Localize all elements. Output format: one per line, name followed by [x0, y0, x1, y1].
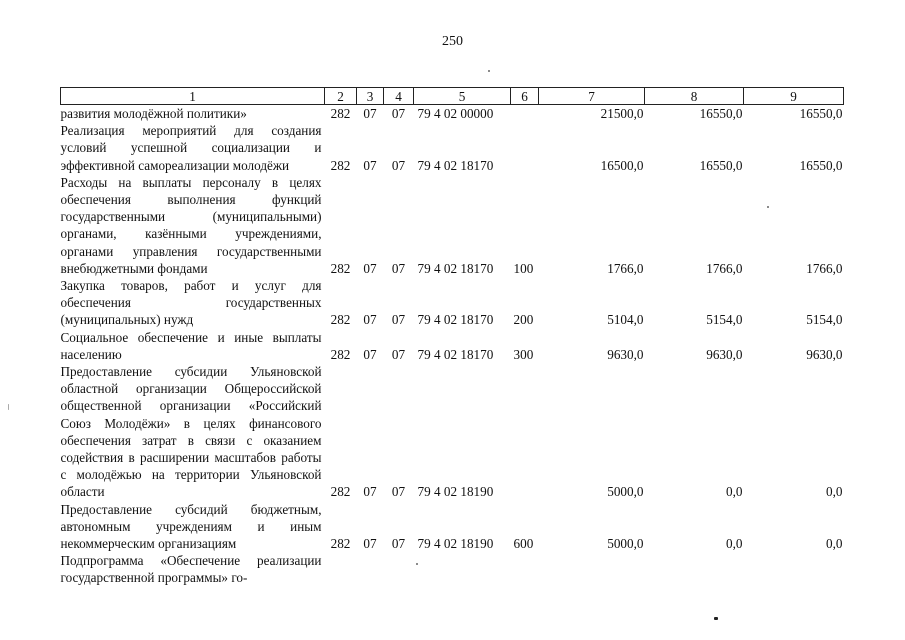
- cell-grbs: 282: [330, 346, 351, 362]
- table-row: [61, 501, 844, 553]
- scan-speck: [8, 404, 9, 410]
- column-header: 5: [414, 88, 511, 105]
- cell-v9: [744, 552, 844, 586]
- cell-vr: [511, 552, 539, 586]
- cell-grbs: 282: [330, 484, 351, 500]
- table-row: [61, 329, 844, 363]
- cell-rz: [357, 552, 384, 586]
- cell-csr: [414, 552, 511, 586]
- table-row: [61, 552, 844, 586]
- cell-rz: 07: [363, 157, 377, 173]
- cell-v8: 16550,0: [699, 106, 743, 121]
- cell-grbs: 282: [330, 312, 351, 328]
- column-header: 9: [744, 88, 844, 105]
- cell-v8: 9630,0: [706, 346, 743, 362]
- cell-v7: 1766,0: [607, 260, 644, 276]
- cell-vr: 600: [513, 536, 534, 552]
- cell-v8: 5154,0: [706, 312, 743, 328]
- cell-v7: 21500,0: [600, 106, 644, 121]
- cell-pr: 07: [391, 106, 406, 121]
- cell-pr: 07: [391, 157, 406, 173]
- cell-csr: 79 4 02 18190: [417, 536, 494, 552]
- budget-table: [60, 87, 844, 587]
- cell-v8: 16550,0: [699, 157, 743, 173]
- cell-name: Реализация мероприятий для создания условий успешной социализации и эффективной самореализации молодёжи: [60, 123, 322, 173]
- cell-pr: 07: [391, 484, 406, 500]
- table-row: [61, 105, 844, 123]
- cell-v7: 5104,0: [607, 312, 644, 328]
- cell-v8: 0,0: [726, 536, 743, 552]
- cell-v8: 0,0: [726, 484, 743, 500]
- cell-v7: 16500,0: [600, 157, 644, 173]
- cell-name: Социальное обеспечение и иные выплаты населению: [60, 329, 322, 362]
- cell-grbs: [325, 552, 357, 586]
- cell-name: Предоставление субсидий бюджетным, автономным учреждениям и иным некоммерческим организациям: [60, 501, 322, 552]
- cell-name: Подпрограмма «Обеспечение реализации государственной программы» го-: [60, 553, 322, 586]
- scan-speck: [714, 617, 718, 620]
- cell-v8: 1766,0: [706, 260, 743, 276]
- cell-rz: 07: [363, 260, 377, 276]
- cell-v7: 5000,0: [607, 536, 644, 552]
- column-header: 7: [539, 88, 645, 105]
- cell-v9: 0,0: [826, 536, 843, 552]
- cell-vr: 100: [513, 260, 534, 276]
- table-row: [61, 277, 844, 329]
- cell-csr: 79 4 02 18170: [417, 346, 494, 362]
- scan-speck: [416, 563, 418, 565]
- cell-pr: [384, 552, 414, 586]
- page-number: 250: [442, 34, 463, 49]
- cell-grbs: 282: [330, 260, 351, 276]
- table-row: [61, 122, 844, 174]
- cell-rz: 07: [363, 536, 377, 552]
- cell-v7: 5000,0: [607, 484, 644, 500]
- cell-pr: 07: [391, 536, 406, 552]
- cell-rz: 07: [363, 106, 377, 121]
- column-header: 1: [61, 88, 325, 105]
- cell-csr: 79 4 02 18170: [417, 260, 494, 276]
- cell-rz: 07: [363, 312, 377, 328]
- table-body: [61, 105, 844, 587]
- cell-v9: 0,0: [826, 484, 843, 500]
- scan-speck: [488, 70, 490, 72]
- cell-vr: 200: [513, 312, 534, 328]
- cell-v9: 16550,0: [799, 157, 843, 173]
- cell-v9: 5154,0: [806, 312, 843, 328]
- cell-rz: 07: [363, 484, 377, 500]
- cell-grbs: 282: [330, 536, 351, 552]
- cell-v8: [645, 552, 744, 586]
- cell-vr: [511, 363, 539, 501]
- column-header: 6: [511, 88, 539, 105]
- table-row: [61, 174, 844, 277]
- scan-speck: [767, 206, 769, 208]
- column-header: 8: [645, 88, 744, 105]
- cell-name: Закупка товаров, работ и услуг для обеспечения государственных (муниципальных) нужд: [60, 278, 322, 328]
- cell-v9: 16550,0: [799, 106, 843, 121]
- cell-csr: 79 4 02 00000: [417, 106, 494, 121]
- cell-vr: 300: [513, 346, 534, 362]
- cell-csr: 79 4 02 18170: [417, 312, 494, 328]
- cell-name: Предоставление субсидии Ульяновской областной организации Общероссийской общественной организации «Российский Союз Молодёжи» в целях финансового обеспечения затрат в связи с оказанием содействия в расширении масштабов работы с молодёжью на территории Ульяновской области: [60, 364, 322, 500]
- cell-vr: [511, 122, 539, 174]
- cell-pr: 07: [391, 312, 406, 328]
- column-header: 4: [384, 88, 414, 105]
- cell-name: развития молодёжной политики»: [60, 106, 247, 121]
- cell-csr: 79 4 02 18170: [417, 157, 494, 173]
- cell-v7: [539, 552, 645, 586]
- cell-vr: [511, 105, 539, 123]
- cell-v9: 9630,0: [806, 346, 843, 362]
- cell-v7: 9630,0: [607, 346, 644, 362]
- cell-pr: 07: [391, 346, 406, 362]
- cell-rz: 07: [363, 346, 377, 362]
- cell-grbs: 282: [330, 106, 351, 121]
- cell-pr: 07: [391, 260, 406, 276]
- column-header: 3: [357, 88, 384, 105]
- cell-name: Расходы на выплаты персоналу в целях обеспечения выполнения функций государственными (муниципальными) органами, казёнными учреждениями, органами управления государственными внебюджетными фондами: [60, 174, 322, 276]
- column-header: 2: [325, 88, 357, 105]
- table-header-row: [61, 88, 844, 105]
- cell-v9: 1766,0: [806, 260, 843, 276]
- cell-grbs: 282: [330, 157, 351, 173]
- table-row: [61, 363, 844, 501]
- cell-csr: 79 4 02 18190: [417, 484, 494, 500]
